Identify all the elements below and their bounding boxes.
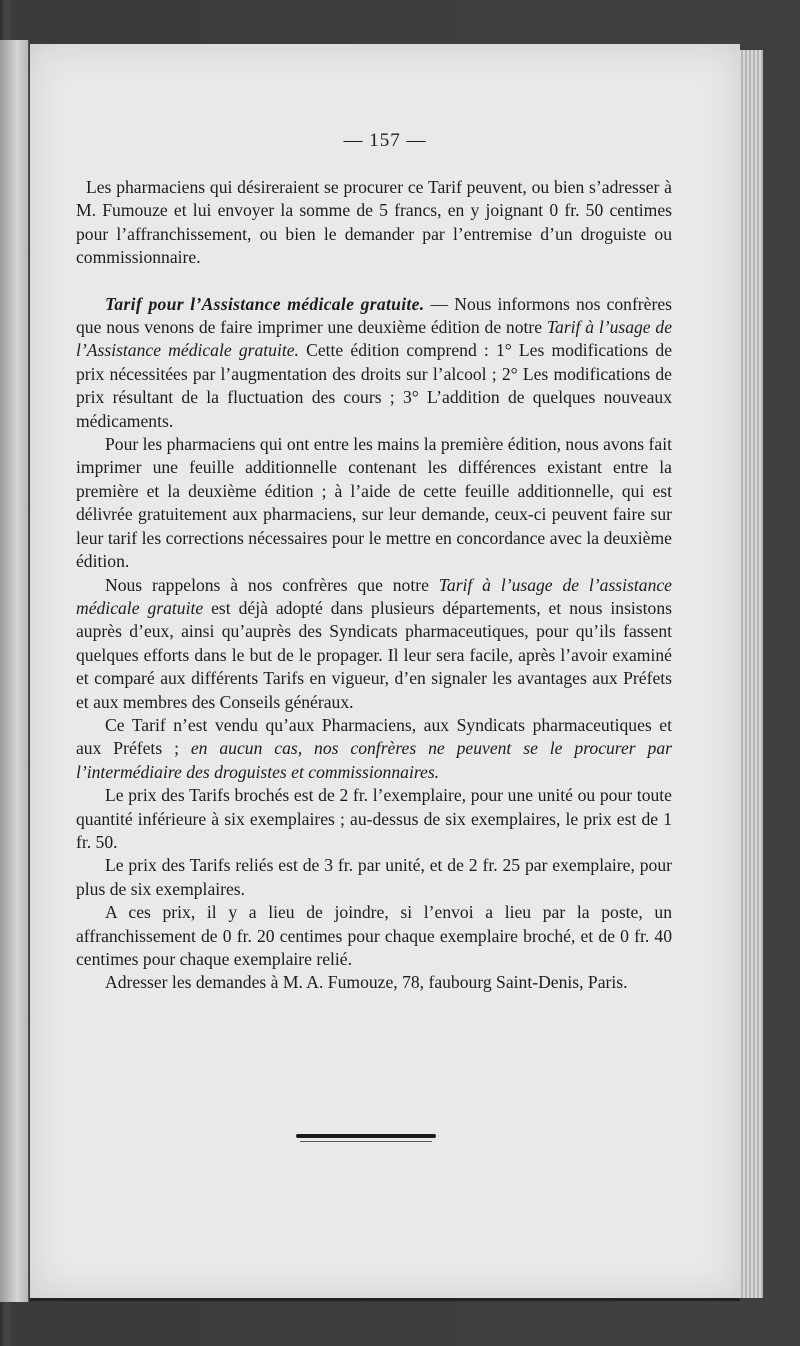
emphasis-note: en aucun cas, nos confrères ne peuvent se le procurer par l’intermédiaire des droguistes et commissionnaires. xyxy=(76,738,672,782)
paragraph-affranchissement: A ces prix, il y a lieu de joindre, si l’envoi a lieu par la poste, un affranchissement de 0 fr. 20 centimes pour chaque exemplaire broché, et de 0 fr. 40 centimes pour chaque exemplaire relié. xyxy=(76,902,672,969)
paragraph-prix-broches: Le prix des Tarifs brochés est de 2 fr. l’exemplaire, pour une unité ou pour toute quantité inférieure à six exemplaires ; au-dessus de six exemplaires, le prix est de 1 fr. 50. xyxy=(76,785,672,852)
page-stack-edge xyxy=(738,50,763,1298)
tarif-title: Tarif à l’usage de l’Assistance médicale gratuite. xyxy=(76,317,673,361)
paragraph-assistance-medicale: Tarif pour l’Assistance médicale gratuite. — Nous informons nos confrères que nous venons de faire imprimer une deuxième édition de notre Tarif à l’usage de l’Assistance médicale gratuite. Cette édition comprend : 1° Les modifications de prix nécessitées par l’augmentation des droits sur l’alcool ; 2° Les modifications de prix résultant de la fluctuation des cours ; 3° L’addition de quelques nouveaux médicaments. xyxy=(76,293,673,431)
closing-rule-thin xyxy=(300,1141,432,1142)
tarif-title: Tarif à l’usage de l’assistance médicale gratuite xyxy=(76,574,672,618)
paragraph-adresse: Adresser les demandes à M. A. Fumouze, 78, faubourg Saint-Denis, Paris. xyxy=(105,972,628,993)
paragraph-ordering-tarif: Les pharmaciens qui désireraient se procurer ce Tarif peuvent, ou bien s’adresser à M. Fumouze et lui envoyer la somme de 5 francs, en y joignant 0 fr. 50 centimes pour l’affranchissement, ou bien le demander par l’entremise d’un droguiste ou commissionnaire. xyxy=(76,177,672,268)
paragraph-rappel: Nous rappelons à nos confrères que notre Tarif à l’usage de l’assistance médicale gratuite est déjà adopté dans plusieurs départements, et nous insistons auprès d’eux, ainsi qu’auprès des Syndicats pharmaceutiques, pour qu’ils fassent quelques efforts dans le but de le propager. Il leur sera facile, après l’avoir examiné et comparé aux différents Tarifs en vigueur, d’en signaler les avantages aux Préfets et aux membres des Conseils généraux. xyxy=(76,574,672,712)
page-number: — 157 — xyxy=(343,130,427,151)
paragraph-feuille-additionnelle: Pour les pharmaciens qui ont entre les mains la première édition, nous avons fait imprimer une feuille additionnelle contenant les différences existant entre la première et la deuxième édition ; à l’aide de cette feuille additionnelle, qui est délivrée gratuitement aux pharmaciens, sur leur demande, ceux-ci peuvent faire sur leur tarif les corrections nécessaires pour le mettre en concordance avec la deuxième édition. xyxy=(76,434,672,572)
paragraph-prix-relies: Le prix des Tarifs reliés est de 3 fr. par unité, et de 2 fr. 25 par exemplaire, pour plus de six exemplaires. xyxy=(76,855,672,899)
section-heading: Tarif pour l’Assistance médicale gratuite. xyxy=(105,293,425,314)
closing-rule xyxy=(296,1134,436,1138)
book-page xyxy=(30,44,740,1301)
page-body xyxy=(76,176,672,995)
facing-page-edge xyxy=(0,40,29,1302)
paragraph-vente: Ce Tarif n’est vendu qu’aux Pharmaciens, aux Syndicats pharmaceutiques et aux Préfets ; en aucun cas, nos confrères ne peuvent se le procurer par l’intermédiaire des droguistes et commissionnaires. xyxy=(76,714,672,782)
